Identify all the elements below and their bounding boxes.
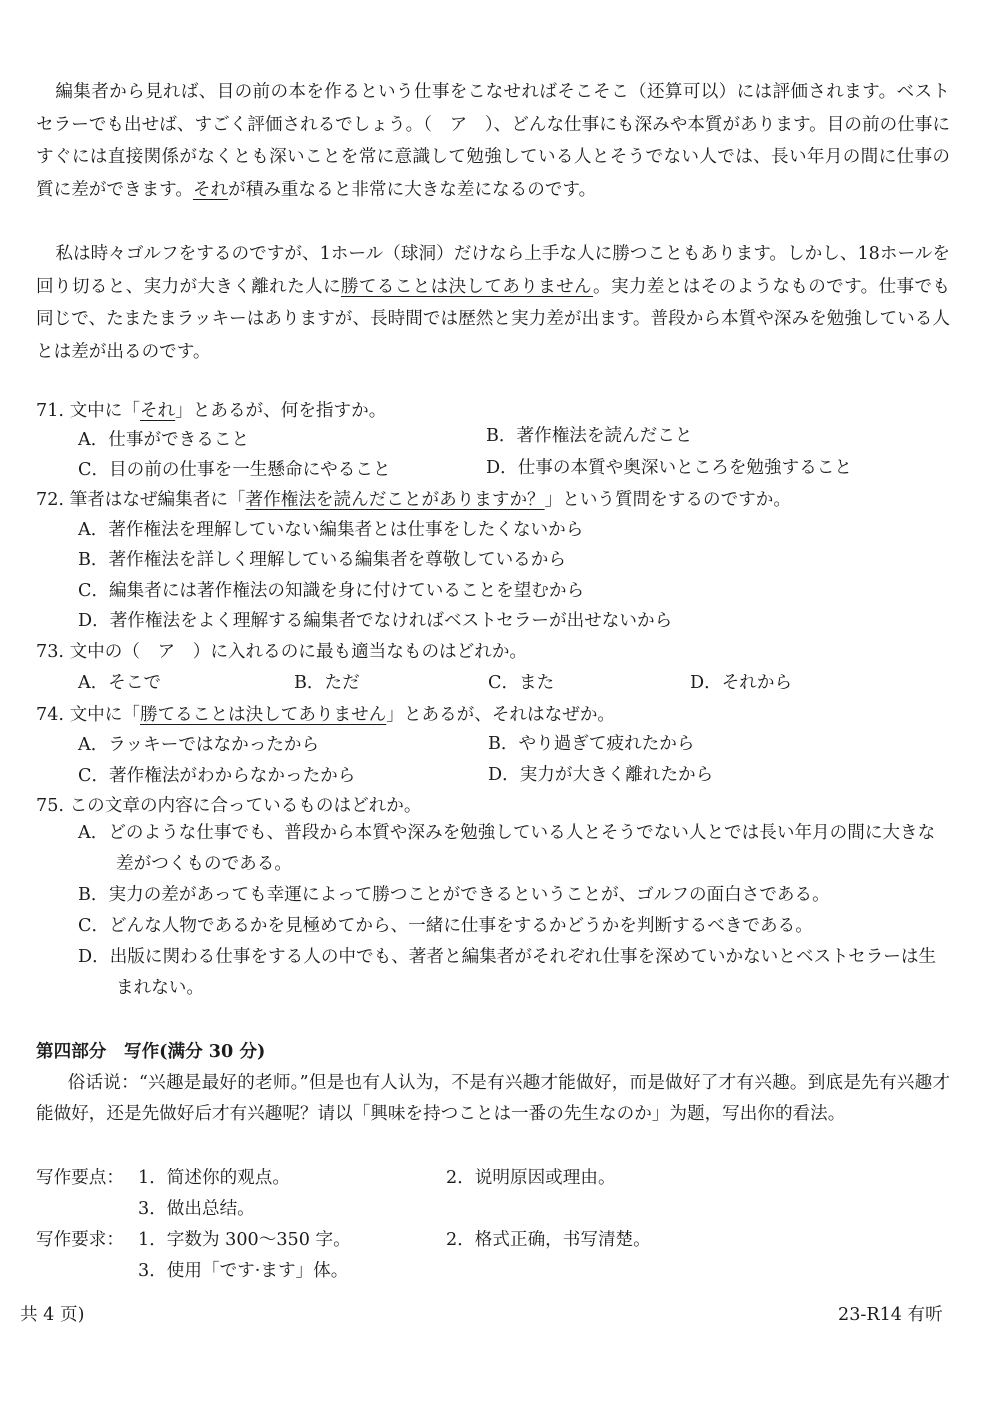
question-text: 文中に「 — [69, 705, 140, 725]
passage-text: 。実力差とはそのようなものです。仕事でも同じで、たまたまラッキーはありますが、長時間では歴然と実力差が出ます。普段から本質や深みを勉強している人とは差が出るのです。 — [36, 276, 950, 362]
option-75-d[interactable]: D．出版に関わる仕事をする人の中でも、著者と編集者がそれぞれ仕事を深めていかないとベストセラーは生まれない。 — [78, 947, 937, 998]
passage-text: 私は時々ゴルフをするのですが、1ホール（球洞）だけなら上手な人に勝つこともあります。しかし、18ホールを回り切ると、実力が大きく離れた人に — [36, 244, 950, 297]
question-72 — [36, 486, 791, 511]
underlined-text: それ — [139, 401, 176, 421]
option-73-c[interactable]: C．また — [488, 673, 555, 693]
section-heading: 第四部分 写作(满分 30 分) — [36, 1041, 266, 1062]
page-count: 共 4 页) — [20, 1305, 85, 1325]
writing-prompt: 俗话说：“兴趣是最好的老师。”但是也有人认为，不是有兴趣才能做好，而是做好了才有兴趣。到底是先有兴趣才能做好，还是先做好后才有兴趣呢？请以「興味を持つことは一番の先生なのか」为题，写出你的看法。 — [36, 1073, 950, 1124]
question-number: 73. — [36, 642, 64, 662]
requirement-1: 1．字数为 300～350 字。 — [138, 1230, 351, 1250]
option-73-a[interactable]: A．そこで — [78, 673, 162, 693]
underlined-text: それ — [192, 179, 229, 200]
point-2: 2．说明原因或理由。 — [446, 1168, 616, 1188]
option-73-d[interactable]: D．それから — [690, 673, 793, 693]
question-text: この文章の内容に合っているものはどれか。 — [69, 796, 422, 816]
passage-text: 編集者から見れば、目の前の本を作るという仕事をこなせればそこそこ（还算可以）には評価されます。ベストセラーでも出せば、すごく評価されるでしょう。（ ア ）、どんな仕事にも深みや本質があります。目の前の仕事にすぐには直接関係がなくとも深いことを常に意識して勉強している人とそうでない人では、長い年月の間に仕事の質に差ができます。 — [36, 82, 950, 200]
point-3: 3．做出总结。 — [138, 1199, 255, 1219]
question-74 — [36, 701, 615, 726]
question-text: 」とあるが、それはなぜか。 — [386, 705, 616, 725]
question-text: 」という質問をするのですか。 — [544, 490, 791, 510]
option-75-a[interactable]: A．どのような仕事でも、普段から本質や深みを勉強している人とそうでない人とでは長い年月の間に大きな差がつくものである。 — [78, 823, 936, 874]
option-72-a[interactable]: A．著作権法を理解していない編集者とは仕事をしたくないから — [78, 520, 584, 540]
passage-paragraph-1 — [36, 76, 950, 206]
point-1: 1．简述你的观点。 — [138, 1168, 290, 1188]
points-label: 写作要点： — [36, 1168, 124, 1188]
option-75-b[interactable]: B．実力の差があっても幸運によって勝つことができるということが、ゴルフの面白さである。 — [78, 885, 830, 905]
option-71-a[interactable]: A．仕事ができること — [78, 430, 250, 450]
passage-paragraph-2 — [36, 238, 950, 368]
question-text: 文中に「 — [69, 401, 140, 421]
option-72-b[interactable]: B．著作権法を詳しく理解している編集者を尊敬しているから — [78, 550, 566, 570]
option-71-c[interactable]: C．目の前の仕事を一生懸命にやること — [78, 460, 391, 480]
underlined-text: 勝てることは決してありません — [139, 705, 387, 725]
requirements-label: 写作要求： — [36, 1230, 124, 1250]
question-75 — [36, 792, 421, 817]
requirement-2: 2．格式正确，书写清楚。 — [446, 1230, 651, 1250]
underlined-text: 勝てることは決してありません — [340, 276, 594, 297]
question-text: 」とあるが、何を指すか。 — [175, 401, 387, 421]
option-74-c[interactable]: C．著作権法がわからなかったから — [78, 766, 356, 786]
option-75-c[interactable]: C．どんな人物であるかを見極めてから、一緒に仕事をするかどうかを判断するべきである。 — [78, 916, 813, 936]
question-71 — [36, 397, 386, 422]
underlined-text: 著作権法を読んだことがありますか？ — [245, 490, 545, 510]
exam-code: 23-R14 有听 — [838, 1305, 943, 1325]
question-number: 72. — [36, 490, 64, 510]
option-71-d[interactable]: D．仕事の本質や奥深いところを勉強すること — [486, 458, 852, 478]
question-number: 74. — [36, 705, 64, 725]
option-72-c[interactable]: C．編集者には著作権法の知識を身に付けていることを望むから — [78, 581, 585, 601]
option-71-b[interactable]: B．著作権法を読んだこと — [486, 426, 693, 446]
passage-text: が積み重なると非常に大きな差になるのです。 — [228, 179, 597, 200]
question-number: 71. — [36, 401, 64, 421]
question-text: 文中の（ ア ）に入れるのに最も適当なものはどれか。 — [69, 642, 528, 662]
option-74-b[interactable]: B．やり過ぎて疲れたから — [488, 734, 695, 754]
option-73-b[interactable]: B．ただ — [294, 673, 360, 693]
option-74-a[interactable]: A．ラッキーではなかったから — [78, 735, 320, 755]
question-text: 筆者はなぜ編集者に「 — [69, 490, 246, 510]
option-72-d[interactable]: D．著作権法をよく理解する編集者でなければベストセラーが出せないから — [78, 611, 673, 631]
option-74-d[interactable]: D．実力が大きく離れたから — [488, 765, 714, 785]
question-number: 75. — [36, 796, 64, 816]
requirement-3: 3．使用「です·ます」体。 — [138, 1261, 349, 1281]
question-73 — [36, 638, 527, 663]
